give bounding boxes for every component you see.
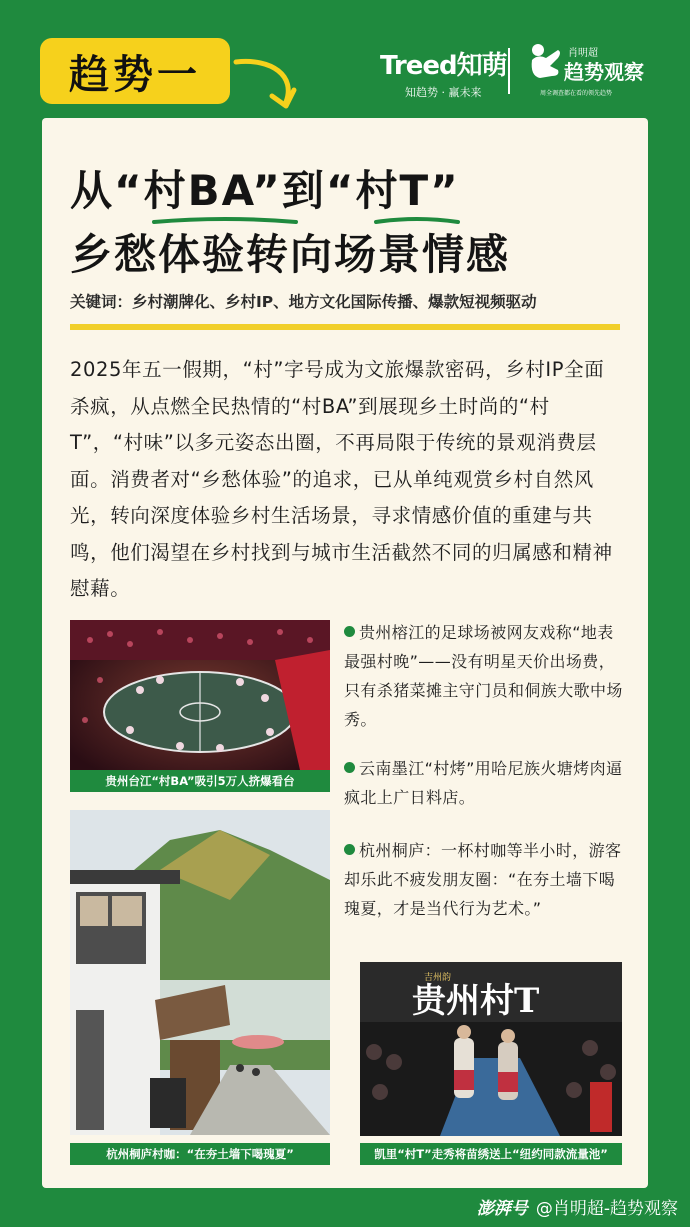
trend-label: 趋势一 xyxy=(40,38,230,104)
body-paragraph: 2025年五一假期，“村”字号成为文旅爆款密码，乡村IP全面杀疯，从点燃全民热情的“村BA”到展现乡土时尚的“村T”，“村味”以多元姿态出圈，不再局限于传统的景观消费层面。消费者对“乡愁体验”的追求，已从单纯观赏乡村自然风光，转向深度体验乡村生活场景，寻求情感价值的重建与共鸣，他们渴望在乡村找到与城市生活截然不同的归属感和精神慰藉。 xyxy=(70,358,613,600)
treed-brand xyxy=(380,45,507,100)
title-line-1: 从“村BA”到“村T” xyxy=(70,166,460,215)
title-line-2: 乡愁体验转向场景情感 xyxy=(70,230,511,279)
treed-slogan: 知趋势 · 赢未来 xyxy=(405,86,482,99)
photo-caption: 杭州桐庐村咖：“在夯土墙下喝瑰夏” xyxy=(70,1143,330,1165)
platform-logo: 澎湃号 xyxy=(476,1199,528,1219)
photo-runway xyxy=(360,962,622,1136)
bullet-item xyxy=(344,618,629,734)
bullet-text: 云南墨江“村烤”用哈尼族火塘烤肉逼疯北上广日料店。 xyxy=(344,759,623,807)
photo-caption: 贵州台江“村BA”吸引5万人挤爆看台 xyxy=(70,770,330,792)
runway-banner-text: 贵州村T xyxy=(412,981,540,1021)
keyword-divider xyxy=(70,324,620,330)
bullet-item xyxy=(344,754,629,812)
photo-village-cafe xyxy=(70,810,330,1135)
treed-logo: Treed知萌 xyxy=(380,51,507,81)
xiao-logo-text: 趋势观察 xyxy=(564,60,644,84)
bullet-dot-icon xyxy=(344,762,355,773)
xiao-name: 肖明超 xyxy=(568,48,598,59)
photo-caption: 凯里“村T”走秀将苗绣送上“纽约同款流量池” xyxy=(360,1143,622,1165)
bullet-text: 杭州桐庐：一杯村咖等半小时，游客却乐此不疲发朋友圈：“在夯土墙下喝瑰夏，才是当代行为艺术。” xyxy=(344,841,622,918)
keywords: 关键词：乡村潮牌化、乡村IP、地方文化国际传播、爆款短视频驱动 xyxy=(70,293,537,311)
xiao-slogan: 周全调查都在看的领先趋势 xyxy=(540,90,613,97)
runway-small-text: 吉州韵 xyxy=(424,973,452,983)
brand-divider xyxy=(508,48,510,94)
curved-arrow-icon xyxy=(232,52,302,114)
bullet-item xyxy=(344,836,629,923)
bullet-dot-icon xyxy=(344,844,355,855)
photo-basketball xyxy=(70,620,330,770)
bullet-text: 贵州榕江的足球场被网友戏称“地表最强村晚”——没有明星天价出场费，只有杀猪菜摊主守门员和侗族大歌中场秀。 xyxy=(344,623,623,729)
footer-watermark xyxy=(477,1194,678,1219)
account-name: @肖明超-趋势观察 xyxy=(535,1199,678,1219)
bullet-dot-icon xyxy=(344,626,355,637)
article-card xyxy=(42,118,648,1188)
hand-logo-icon xyxy=(528,42,564,86)
